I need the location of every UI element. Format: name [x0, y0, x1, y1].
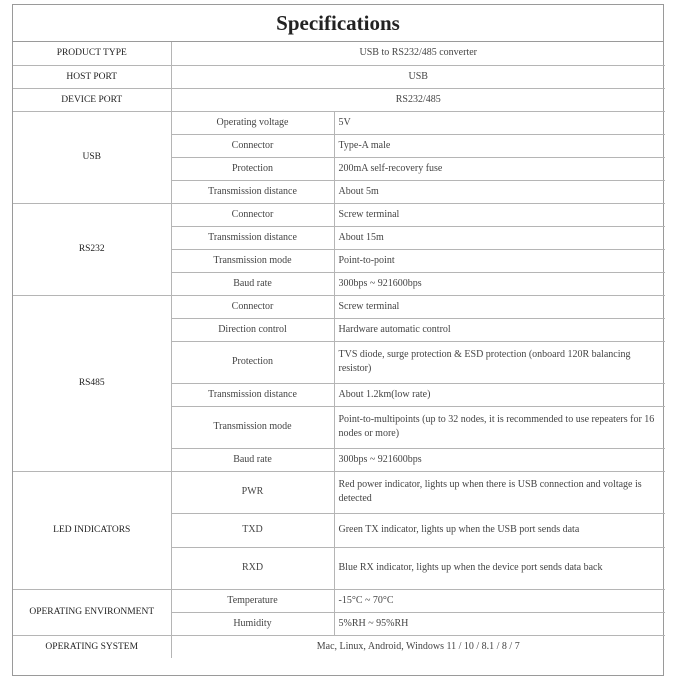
product-type-value: USB to RS232/485 converter [171, 42, 665, 65]
param-value: Green TX indicator, lights up when the USB port sends data [334, 513, 665, 547]
spec-table [13, 42, 665, 658]
param-name: Transmission distance [171, 383, 334, 406]
param-name: Baud rate [171, 272, 334, 295]
param-name: Transmission mode [171, 249, 334, 272]
param-name: Transmission distance [171, 180, 334, 203]
param-name: Connector [171, 295, 334, 318]
param-value: Point-to-multipoints (up to 32 nodes, it is recommended to use repeaters for 16 nodes or more) [334, 406, 665, 448]
param-value: 5V [334, 111, 665, 134]
param-value: Blue RX indicator, lights up when the device port sends data back [334, 547, 665, 589]
row-label-product-type: PRODUCT TYPE [13, 42, 171, 65]
param-name: Protection [171, 341, 334, 383]
param-value: About 5m [334, 180, 665, 203]
row-label-device-port: DEVICE PORT [13, 88, 171, 111]
param-value: Screw terminal [334, 295, 665, 318]
param-value: 5%RH ~ 95%RH [334, 612, 665, 635]
param-value: About 15m [334, 226, 665, 249]
param-name: PWR [171, 471, 334, 513]
table-row [13, 42, 665, 65]
group-label-led-indicators: LED INDICATORS [13, 471, 171, 589]
param-name: Protection [171, 157, 334, 180]
table-row [13, 65, 665, 88]
param-value: 300bps ~ 921600bps [334, 448, 665, 471]
param-value: About 1.2km(low rate) [334, 383, 665, 406]
param-name: RXD [171, 547, 334, 589]
table-row [13, 88, 665, 111]
group-label-rs232: RS232 [13, 203, 171, 295]
param-name: Humidity [171, 612, 334, 635]
param-value: -15°C ~ 70°C [334, 589, 665, 612]
param-name: Operating voltage [171, 111, 334, 134]
table-row [13, 589, 665, 612]
group-label-rs485: RS485 [13, 295, 171, 471]
param-value: Screw terminal [334, 203, 665, 226]
param-value: Type-A male [334, 134, 665, 157]
spec-sheet [12, 4, 664, 676]
param-name: Transmission mode [171, 406, 334, 448]
table-row [13, 111, 665, 134]
host-port-value: USB [171, 65, 665, 88]
table-row [13, 635, 665, 658]
param-value: Point-to-point [334, 249, 665, 272]
table-row [13, 203, 665, 226]
param-name: Direction control [171, 318, 334, 341]
param-value: 200mA self-recovery fuse [334, 157, 665, 180]
device-port-value: RS232/485 [171, 88, 665, 111]
param-name: Temperature [171, 589, 334, 612]
group-label-usb: USB [13, 111, 171, 203]
group-label-operating-environment: OPERATING ENVIRONMENT [13, 589, 171, 635]
table-row [13, 295, 665, 318]
param-value: Red power indicator, lights up when there is USB connection and voltage is detected [334, 471, 665, 513]
param-value: TVS diode, surge protection & ESD protection (onboard 120R balancing resistor) [334, 341, 665, 383]
param-value: 300bps ~ 921600bps [334, 272, 665, 295]
param-name: Connector [171, 134, 334, 157]
row-label-host-port: HOST PORT [13, 65, 171, 88]
param-name: Transmission distance [171, 226, 334, 249]
param-value: Hardware automatic control [334, 318, 665, 341]
table-row [13, 471, 665, 513]
operating-system-value: Mac, Linux, Android, Windows 11 / 10 / 8.1 / 8 / 7 [171, 635, 665, 658]
row-label-operating-system: OPERATING SYSTEM [13, 635, 171, 658]
param-name: TXD [171, 513, 334, 547]
page-title: Specifications [13, 5, 663, 42]
param-name: Connector [171, 203, 334, 226]
param-name: Baud rate [171, 448, 334, 471]
